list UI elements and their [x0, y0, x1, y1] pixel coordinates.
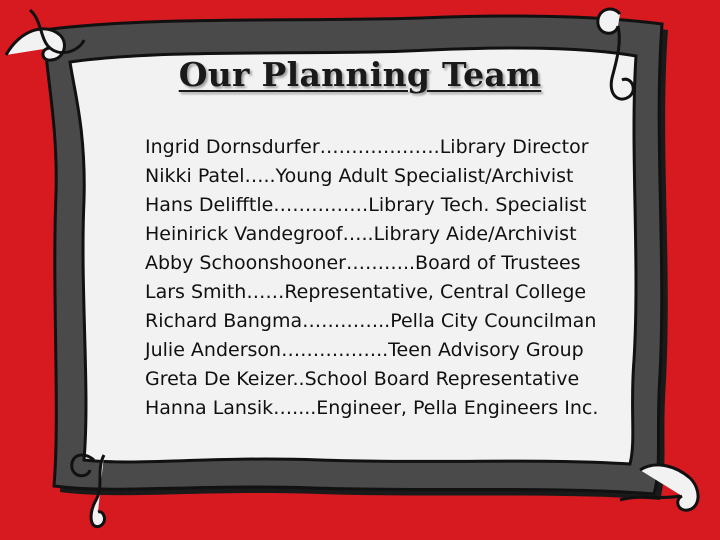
- list-item: Abby Schoonshooner………..Board of Trustees: [145, 252, 581, 274]
- title-text: Our Planning Team: [178, 55, 542, 94]
- list-item: Ingrid Dornsdurfer……………….Library Director: [145, 136, 589, 158]
- list-item: Julie Anderson……………..Teen Advisory Group: [145, 339, 584, 361]
- team-member-list: [145, 133, 615, 423]
- list-item: Heinirick Vandegroof…..Library Aide/Archivist: [145, 223, 577, 245]
- list-item: Hans Delifftle……………Library Tech. Specialist: [145, 194, 587, 216]
- page-title: [0, 55, 720, 94]
- list-item: Greta De Keizer..School Board Representative: [145, 368, 580, 390]
- list-item: Hanna Lansik…....Engineer, Pella Engineers Inc.: [145, 397, 599, 419]
- list-item: Nikki Patel…..Young Adult Specialist/Archivist: [145, 165, 574, 187]
- list-item: Richard Bangma…………..Pella City Councilman: [145, 310, 597, 332]
- list-item: Lars Smith……Representative, Central College: [145, 281, 587, 303]
